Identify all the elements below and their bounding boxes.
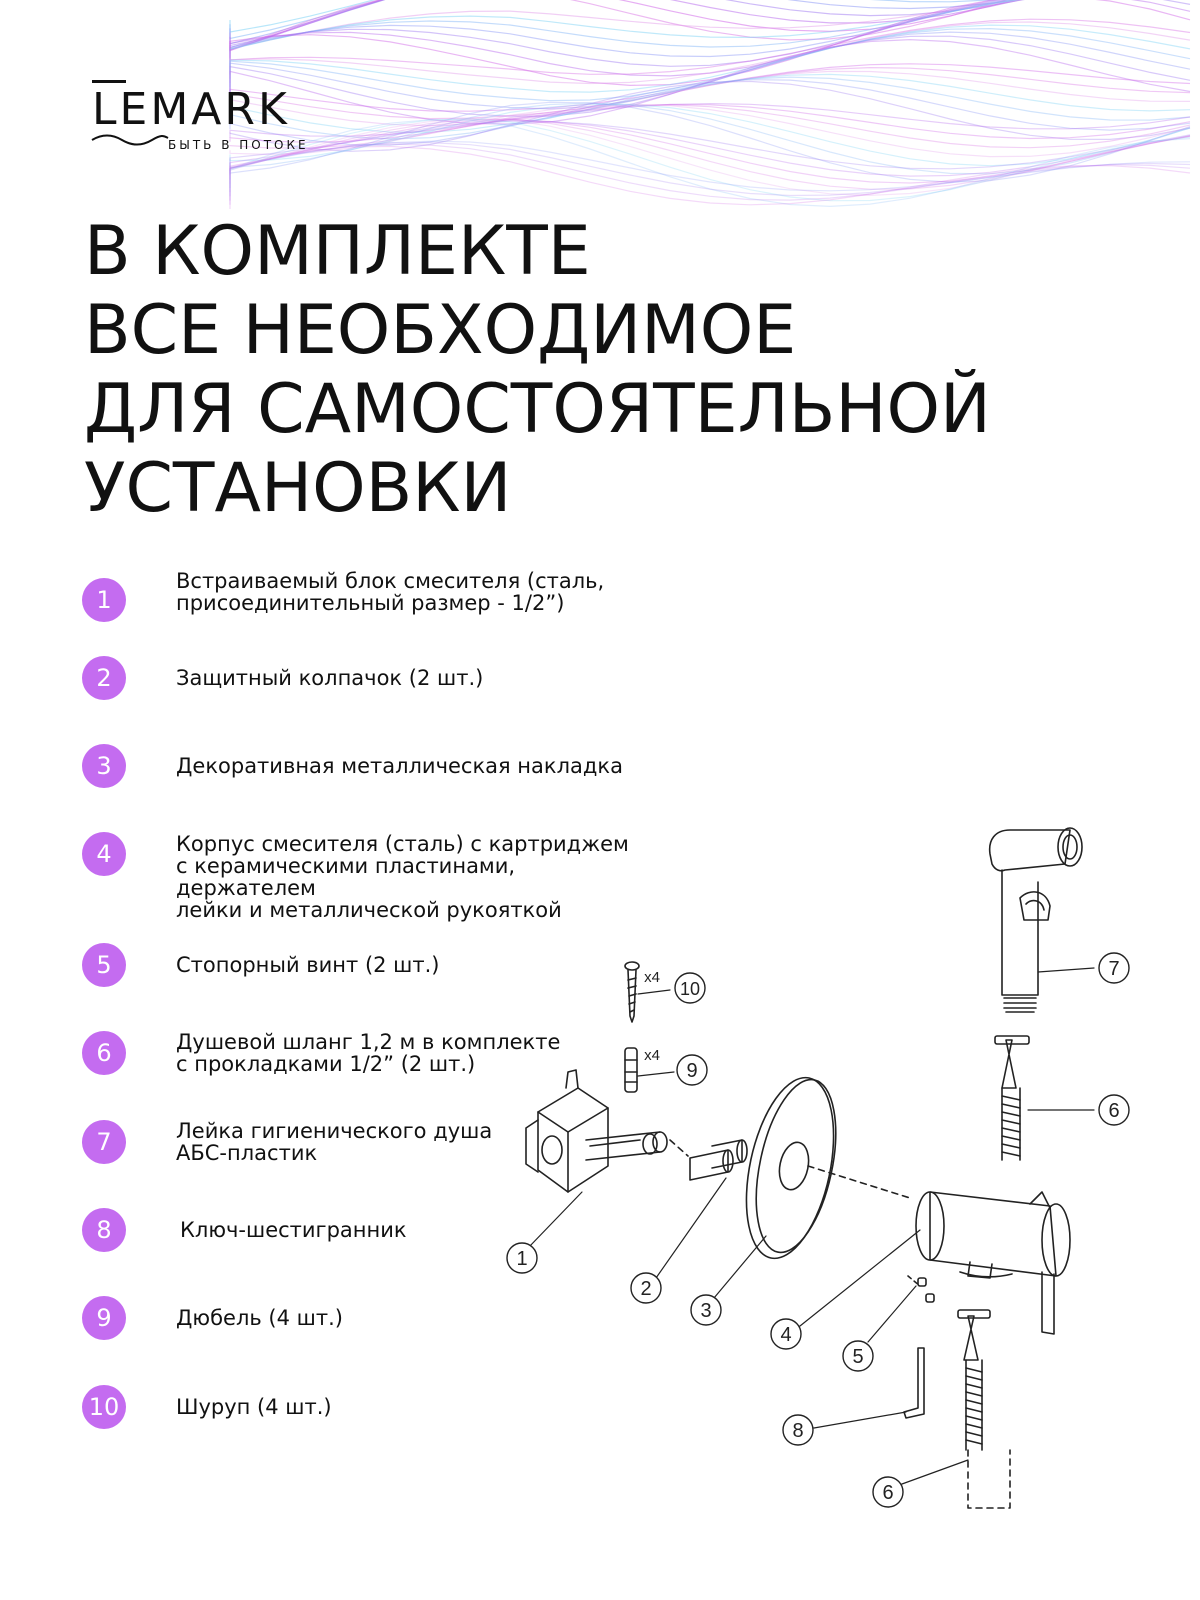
qty-label: x4 [644, 969, 660, 986]
item-description: Шуруп (4 шт.) [176, 1395, 332, 1419]
logo-wave-icon [90, 132, 170, 146]
callout-label: 10 [679, 979, 701, 999]
item-description: Ключ-шестигранник [180, 1218, 407, 1242]
protective-caps-illustration [670, 1140, 747, 1180]
decorative-plate-illustration [732, 1070, 910, 1267]
wave-line [230, 0, 1190, 50]
callout-label: 5 [852, 1346, 864, 1368]
brand-tagline: БЫТЬ В ПОТОКЕ [168, 138, 309, 152]
wave-line [230, 120, 1190, 207]
set-screws-illustration [908, 1276, 934, 1302]
concealed-block-illustration [526, 1070, 667, 1192]
page-title [84, 212, 1144, 528]
callout-label: 7 [1108, 958, 1120, 980]
item-number-badge: 10 [82, 1385, 126, 1429]
assembly-diagram [490, 820, 1190, 1540]
brand-name: LEMARK [92, 84, 290, 135]
callout-label: 2 [640, 1278, 652, 1300]
wave-line [230, 0, 1190, 76]
screw-illustration [625, 962, 639, 1022]
upper-hose-illustration [995, 1036, 1029, 1160]
title-line-1: В КОМПЛЕКТЕ [84, 212, 591, 291]
item-description: Дюбель (4 шт.) [176, 1306, 343, 1330]
callout-label: 6 [882, 1482, 894, 1504]
wave-line [230, 32, 1190, 109]
title-line-2: ВСЕ НЕОБХОДИМОЕ [84, 291, 797, 370]
qty-label: x4 [644, 1047, 660, 1064]
callout-label: 9 [686, 1060, 698, 1082]
dowel-illustration [625, 1048, 637, 1092]
callout-label: 3 [700, 1300, 712, 1322]
hex-key-illustration [904, 1348, 924, 1418]
item-description: Душевой шланг 1,2 м в комплекте с прокладками 1/2” (2 шт.) [176, 1030, 561, 1076]
lower-hose-illustration [958, 1310, 1010, 1508]
item-number-badge: 2 [82, 656, 126, 700]
item-description: Декоративная металлическая накладка [176, 754, 623, 778]
item-number-badge: 1 [82, 578, 126, 622]
callout-label: 4 [780, 1324, 792, 1346]
item-description: Лейка гигиенического душа АБС-пластик [176, 1119, 493, 1165]
item-description: Защитный колпачок (2 шт.) [176, 666, 484, 690]
item-number-badge: 8 [82, 1208, 126, 1252]
title-line-3: ДЛЯ САМОСТОЯТЕЛЬНОЙ [84, 370, 991, 449]
item-number-badge: 7 [82, 1120, 126, 1164]
title-line-4: УСТАНОВКИ [84, 449, 512, 528]
callout-label: 1 [516, 1248, 528, 1270]
brand-logo [90, 80, 350, 160]
item-number-badge: 5 [82, 943, 126, 987]
shower-head-illustration [990, 828, 1082, 1012]
item-number-badge: 4 [82, 832, 126, 876]
item-number-badge: 9 [82, 1296, 126, 1340]
wave-line [230, 146, 1190, 209]
item-number-badge: 3 [82, 744, 126, 788]
callout-label: 8 [792, 1420, 804, 1442]
callout-label: 6 [1108, 1100, 1120, 1122]
logo-overbar [92, 80, 126, 83]
mixer-body-illustration [916, 1192, 1070, 1334]
wave-line [230, 68, 1190, 119]
item-description: Встраиваемый блок смесителя (сталь, присоединительный размер - 1/2”) [176, 569, 605, 615]
item-description: Корпус смесителя (сталь) с картриджем с керамическими пластинами, держателем лейки и металлической рукояткой [176, 832, 629, 922]
item-number-badge: 6 [82, 1031, 126, 1075]
callout-circles [507, 953, 1129, 1507]
item-description: Стопорный винт (2 шт.) [176, 953, 440, 977]
